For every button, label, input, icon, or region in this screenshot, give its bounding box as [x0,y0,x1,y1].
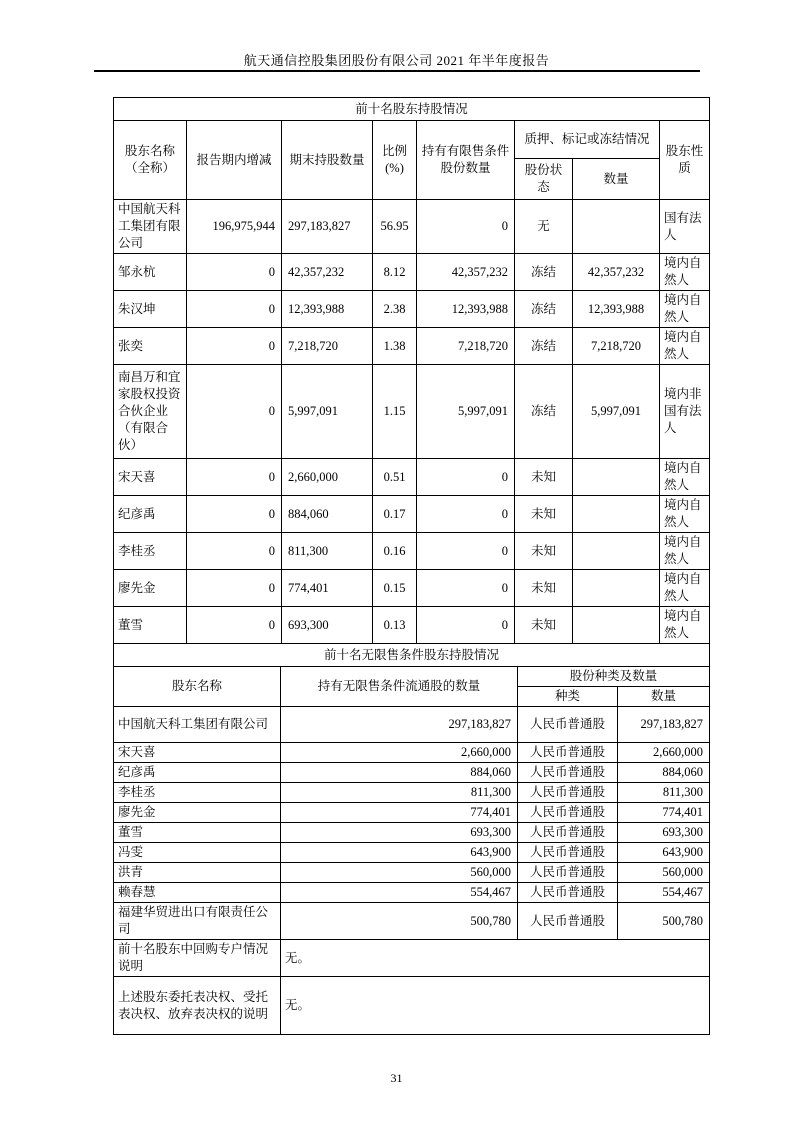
cell-shareholder-name: 李桂丞 [114,783,281,803]
cell-shares-end: 12,393,988 [282,291,373,328]
cell-unrestricted-count: 500,780 [281,903,518,940]
note-value: 无。 [281,977,710,1035]
cell-shareholder-name: 中国航天科工集团有限公司 [114,707,281,743]
table-row [114,570,710,607]
cell-share-type: 人民币普通股 [518,903,618,940]
cell-shareholder-name: 冯雯 [114,843,281,863]
cell-share-qty: 560,000 [618,863,710,883]
cell-share-status: 未知 [515,496,573,533]
cell-share-qty: 500,780 [618,903,710,940]
cell-share-type: 人民币普通股 [518,743,618,763]
cell-shareholder-name: 邹永杭 [114,254,187,291]
cell-shares-end: 884,060 [282,496,373,533]
table1-title-row [114,98,710,121]
table-row [114,903,710,940]
cell-shareholder-name: 朱汉坤 [114,291,187,328]
cell-nature: 境内自然人 [660,291,710,328]
cell-unrestricted-count: 643,900 [281,843,518,863]
cell-share-status: 未知 [515,533,573,570]
cell-shareholder-name: 中国航天科工集团有限公司 [114,200,187,254]
table-row [114,533,710,570]
cell-pledge-qty [573,607,660,644]
cell-share-type: 人民币普通股 [518,763,618,783]
col-header-restricted-shares: 持有有限售条件股份数量 [417,121,515,200]
table-row [114,328,710,365]
table-row [114,707,710,743]
col-header-shareholder-nature: 股东性质 [660,121,710,200]
note-row [114,940,710,977]
cell-share-qty: 693,300 [618,823,710,843]
cell-shareholder-name: 宋天喜 [114,459,187,496]
cell-nature: 境内自然人 [660,254,710,291]
cell-restricted: 0 [417,570,515,607]
cell-ratio: 1.15 [373,365,417,459]
cell-restricted: 5,997,091 [417,365,515,459]
page-number: 31 [390,1071,403,1085]
col-header-period-change: 报告期内增减 [187,121,282,200]
cell-share-qty: 811,300 [618,783,710,803]
cell-restricted: 12,393,988 [417,291,515,328]
cell-period-change: 0 [187,254,282,291]
col-header-ratio: 比例(%) [373,121,417,200]
cell-shareholder-name: 张奕 [114,328,187,365]
cell-share-qty: 774,401 [618,803,710,823]
cell-shares-end: 693,300 [282,607,373,644]
cell-share-qty: 2,660,000 [618,743,710,763]
col-header-pledge-qty: 数量 [573,159,660,200]
cell-share-status: 未知 [515,607,573,644]
cell-restricted: 0 [417,200,515,254]
cell-shareholder-name: 赖春慧 [114,883,281,903]
cell-shareholder-name: 纪彦禹 [114,763,281,783]
cell-restricted: 42,357,232 [417,254,515,291]
cell-period-change: 0 [187,570,282,607]
cell-nature: 境内非国有法人 [660,365,710,459]
table-row [114,803,710,823]
cell-restricted: 7,218,720 [417,328,515,365]
cell-period-change: 0 [187,291,282,328]
cell-shares-end: 7,218,720 [282,328,373,365]
cell-shareholder-name: 福建华贸进出口有限责任公司 [114,903,281,940]
unrestricted-shareholders-table [113,643,710,1035]
cell-period-change: 0 [187,328,282,365]
table-row [114,783,710,803]
col-header-share-type: 种类 [518,687,618,707]
cell-ratio: 0.15 [373,570,417,607]
col-header-shares-end: 期末持股数量 [282,121,373,200]
cell-nature: 国有法人 [660,200,710,254]
cell-ratio: 1.38 [373,328,417,365]
cell-nature: 境内自然人 [660,607,710,644]
cell-shares-end: 5,997,091 [282,365,373,459]
cell-unrestricted-count: 2,660,000 [281,743,518,763]
table-row [114,291,710,328]
note-value: 无。 [281,940,710,977]
cell-ratio: 56.95 [373,200,417,254]
cell-nature: 境内自然人 [660,496,710,533]
cell-share-status: 冻结 [515,254,573,291]
cell-share-type: 人民币普通股 [518,823,618,843]
cell-ratio: 8.12 [373,254,417,291]
cell-share-status: 冻结 [515,365,573,459]
cell-shareholder-name: 洪青 [114,863,281,883]
cell-pledge-qty [573,533,660,570]
table-row [114,459,710,496]
cell-period-change: 196,975,944 [187,200,282,254]
note-label: 上述股东委托表决权、受托表决权、放弃表决权的说明 [114,977,281,1035]
cell-period-change: 0 [187,533,282,570]
table-row [114,254,710,291]
col-header-pledge-group: 质押、标记或冻结情况 [515,121,660,159]
cell-shareholder-name: 宋天喜 [114,743,281,763]
cell-shareholder-name: 李桂丞 [114,533,187,570]
cell-nature: 境内自然人 [660,328,710,365]
table-row [114,743,710,763]
cell-unrestricted-count: 297,183,827 [281,707,518,743]
col-header-share-status: 股份状态 [515,159,573,200]
cell-share-qty: 297,183,827 [618,707,710,743]
cell-share-type: 人民币普通股 [518,803,618,823]
cell-nature: 境内自然人 [660,570,710,607]
table2-header-row [114,667,710,687]
cell-share-type: 人民币普通股 [518,843,618,863]
header-rule [94,70,700,72]
cell-pledge-qty: 42,357,232 [573,254,660,291]
col-header-share-type-group: 股份种类及数量 [518,667,710,687]
cell-unrestricted-count: 554,467 [281,883,518,903]
cell-shares-end: 42,357,232 [282,254,373,291]
cell-share-type: 人民币普通股 [518,863,618,883]
cell-ratio: 0.16 [373,533,417,570]
cell-unrestricted-count: 811,300 [281,783,518,803]
note-label: 前十名股东中回购专户情况说明 [114,940,281,977]
cell-pledge-qty: 7,218,720 [573,328,660,365]
cell-unrestricted-count: 560,000 [281,863,518,883]
cell-shares-end: 774,401 [282,570,373,607]
cell-shareholder-name: 廖先金 [114,803,281,823]
table-row [114,365,710,459]
table-row [114,496,710,533]
cell-unrestricted-count: 693,300 [281,823,518,843]
cell-shareholder-name: 董雪 [114,607,187,644]
cell-restricted: 0 [417,459,515,496]
table-row [114,883,710,903]
table-row [114,843,710,863]
cell-unrestricted-count: 884,060 [281,763,518,783]
table2-title-row [114,644,710,667]
cell-restricted: 0 [417,607,515,644]
col-header-unrestricted-shares: 持有无限售条件流通股的数量 [281,667,518,707]
table-row [114,823,710,843]
top-ten-shareholders-table [113,97,710,644]
tables-container [113,97,710,1035]
cell-pledge-qty [573,459,660,496]
table2-title: 前十名无限售条件股东持股情况 [114,644,710,667]
document-header-title: 航天通信控股集团股份有限公司 2021 年半年度报告 [243,53,550,68]
cell-ratio: 2.38 [373,291,417,328]
cell-share-status: 未知 [515,570,573,607]
cell-pledge-qty [573,200,660,254]
table-row [114,200,710,254]
col-header-share-qty: 数量 [618,687,710,707]
note-row [114,977,710,1035]
cell-pledge-qty [573,570,660,607]
cell-unrestricted-count: 774,401 [281,803,518,823]
cell-shareholder-name: 南昌万和宜家股权投资合伙企业（有限合伙） [114,365,187,459]
cell-share-type: 人民币普通股 [518,783,618,803]
cell-nature: 境内自然人 [660,533,710,570]
cell-share-qty: 554,467 [618,883,710,903]
cell-period-change: 0 [187,607,282,644]
cell-period-change: 0 [187,459,282,496]
cell-ratio: 0.51 [373,459,417,496]
cell-shareholder-name: 董雪 [114,823,281,843]
cell-share-status: 无 [515,200,573,254]
cell-restricted: 0 [417,496,515,533]
cell-pledge-qty: 12,393,988 [573,291,660,328]
cell-share-qty: 884,060 [618,763,710,783]
cell-shares-end: 297,183,827 [282,200,373,254]
table-row [114,763,710,783]
col-header-shareholder-name: 股东名称 [114,667,281,707]
cell-share-type: 人民币普通股 [518,707,618,743]
cell-share-qty: 643,900 [618,843,710,863]
table-row [114,863,710,883]
cell-shares-end: 2,660,000 [282,459,373,496]
cell-share-status: 冻结 [515,328,573,365]
cell-ratio: 0.17 [373,496,417,533]
cell-pledge-qty: 5,997,091 [573,365,660,459]
cell-share-status: 冻结 [515,291,573,328]
table-row [114,607,710,644]
cell-shareholder-name: 廖先金 [114,570,187,607]
table1-header-row [114,121,710,159]
cell-period-change: 0 [187,496,282,533]
cell-share-status: 未知 [515,459,573,496]
col-header-shareholder-name: 股东名称（全称） [114,121,187,200]
cell-pledge-qty [573,496,660,533]
cell-shares-end: 811,300 [282,533,373,570]
cell-restricted: 0 [417,533,515,570]
table1-title: 前十名股东持股情况 [114,98,710,121]
cell-shareholder-name: 纪彦禹 [114,496,187,533]
cell-nature: 境内自然人 [660,459,710,496]
cell-period-change: 0 [187,365,282,459]
cell-ratio: 0.13 [373,607,417,644]
cell-share-type: 人民币普通股 [518,883,618,903]
